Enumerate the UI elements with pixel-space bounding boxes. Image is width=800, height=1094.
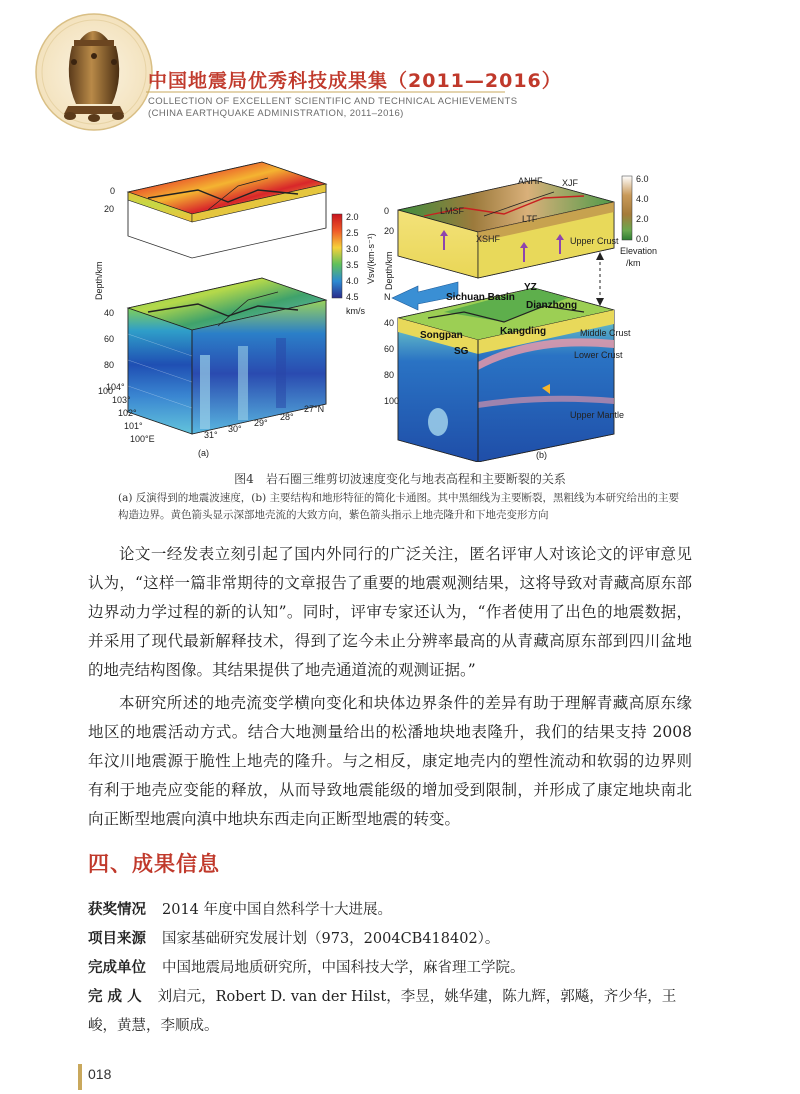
cbar-tick-2.0: 2.0 [346, 212, 359, 222]
info-award-value: 2014 年度中国自然科学十大进展。 [162, 902, 393, 918]
lat-tick-28: 28° [280, 412, 294, 422]
figure-4 [88, 150, 678, 462]
upper-crust-label: Upper Crust [570, 236, 619, 246]
page-number-bar [78, 1064, 82, 1090]
figure-title: 岩石圈三维剪切波速度变化与地表高程和主要断裂的关系 [265, 472, 566, 486]
figure-panel-b [384, 172, 678, 462]
middle-crust-label: Middle Crust [580, 328, 631, 338]
info-award [88, 896, 692, 925]
figure-panel-a [88, 150, 378, 462]
cbar-tick-4.5: 4.5 [346, 292, 359, 302]
region-kangding: Kangding [500, 326, 547, 337]
north-label: N [384, 292, 391, 302]
section-title: 四、成果信息 [88, 852, 220, 876]
elevation-label: Elevation [620, 246, 658, 256]
info-source-label: 项目来源 [88, 931, 146, 947]
lower-crust-label: Lower Crust [574, 350, 623, 360]
region-songpan: Songpan [420, 330, 463, 341]
page-number: 018 [88, 1066, 112, 1082]
top-depth-tick-20: 20 [104, 204, 115, 214]
bronze-seismograph-logo [50, 18, 138, 126]
info-award-label: 获奖情况 [88, 902, 146, 918]
depth-tick-40: 40 [104, 308, 115, 318]
figure-caption-title [0, 470, 800, 487]
fault-xshf: XSHF [476, 234, 501, 244]
lat-tick-30: 30° [228, 424, 242, 434]
info-people [88, 983, 692, 1041]
velocity-colorbar [332, 214, 342, 298]
lon-tick-102: 102° [118, 408, 137, 418]
lon-tick-100e: 100°E [130, 434, 155, 444]
region-yz: YZ [524, 282, 537, 293]
lat-tick-29: 29° [254, 418, 268, 428]
collection-title-en-line1: COLLECTION OF EXCELLENT SCIENTIFIC AND TECHNICAL ACHIEVEMENTS [148, 96, 518, 107]
panel-b-label: (b) [536, 450, 547, 460]
colorbar-unit: km/s [346, 306, 365, 316]
depth-tick-80-b: 80 [384, 370, 395, 380]
depth-tick-60: 60 [104, 334, 115, 344]
lat-tick-27n: 27°N [304, 404, 325, 414]
body-paragraph-1: 论文一经发表立刻引起了国内外同行的广泛关注，匿名评审人对该论文的评审意见认为，“这样一篇非常期待的文章报告了重要的地震观测结果，这将导致对青藏高原东部边界动力学过程的新的认知”。同时，评审专家还认为，“作者使用了出色的地震数据，并采用了现代最新解释技术，得到了迄今未止分辨率最高的从青藏高原东部到四川盆地的地壳结构图像。其结果提供了地壳通道流的观测证据。” [88, 545, 692, 679]
fault-lmsf: LMSF [440, 206, 465, 216]
elevation-unit: /km [626, 258, 641, 268]
lon-tick-104: 104° [106, 382, 125, 392]
top-tick-0-b: 0 [384, 206, 390, 216]
fault-ltf: LTF [522, 214, 538, 224]
top-depth-tick-0: 0 [110, 186, 116, 196]
lon-tick-101: 101° [124, 421, 143, 431]
info-people-label: 完 成 人 [88, 989, 142, 1005]
depth-tick-60-b: 60 [384, 344, 395, 354]
cbar-tick-3.5: 3.5 [346, 260, 359, 270]
info-units-value: 中国地震局地质研究所，中国科技大学，麻省理工学院。 [162, 960, 525, 976]
cbar-tick-4.0: 4.0 [346, 276, 359, 286]
cbar-tick-3.0: 3.0 [346, 244, 359, 254]
info-units-label: 完成单位 [88, 960, 146, 976]
body-paragraph-2: 本研究所述的地壳流变学横向变化和块体边界条件的差异有助于理解青藏高原东缘地区的地震活动方式。结合大地测量给出的松潘地块地表隆升，我们的结果支持 2008 年汶川地震源于脆性上地壳的隆升。与之相反，康定地壳内的塑性流动和软弱的边界则有利于地壳应变能的释放，从而导致地震能级的增加受到限制，并形成了康定地块南北向正断型地震向滇中地块东西走向正断型地震的转变。 [88, 694, 692, 828]
collection-title: 中国地震局优秀科技成果集（2011—2016） [148, 70, 562, 92]
elev-tick-2: 2.0 [636, 214, 649, 224]
info-source [88, 925, 692, 954]
colorbar-quantity-label: Vsv/(km·s⁻¹) [366, 233, 376, 284]
info-people-value: 刘启元，Robert D. van der Hilst，李昱，姚华建，陈九辉，郭飚，齐少华，王峻，黄慧，李顺成。 [88, 989, 677, 1034]
region-sg: SG [454, 346, 469, 357]
top-tick-20-b: 20 [384, 226, 395, 236]
upper-mantle-label: Upper Mantle [570, 410, 625, 420]
info-source-value: 国家基础研究发展计划（973，2004CB418402）。 [162, 931, 500, 947]
panel-a-label: (a) [198, 448, 209, 458]
figure-number: 图4 [234, 472, 254, 486]
fault-xjf: XJF [562, 178, 579, 188]
depth-tick-40-b: 40 [384, 318, 395, 328]
region-dianzhong: Dianzhong [526, 300, 578, 311]
elev-tick-6: 6.0 [636, 174, 649, 184]
info-units [88, 954, 692, 983]
depth-tick-80: 80 [104, 360, 115, 370]
collection-title-en-line2: (CHINA EARTHQUAKE ADMINISTRATION, 2011–2016) [148, 108, 404, 119]
page-header [0, 0, 800, 150]
elev-tick-0: 0.0 [636, 234, 649, 244]
fault-anhf: ANHF [518, 176, 543, 186]
cbar-tick-2.5: 2.5 [346, 228, 359, 238]
lat-tick-31: 31° [204, 430, 218, 440]
depth-axis-label-a: Depth/km [94, 261, 104, 300]
depth-axis-label-b: Depth/km [384, 251, 394, 290]
region-sichuan-basin: Sichuan Basin [446, 292, 515, 303]
figure-caption-body: (a) 反演得到的地震波速度，(b) 主要结构和地形特征的简化卡通图。其中黑细线为主要断裂，黑粗线为本研究给出的主要构造边界。黄色箭头显示深部地壳流的大致方向，紫色箭头指示上地壳隆升和下地壳变形方向 [118, 492, 680, 521]
depth-tick-100: 100 [98, 386, 114, 396]
elev-tick-4: 4.0 [636, 194, 649, 204]
elevation-colorbar [622, 176, 632, 240]
depth-tick-100-b: 100 [384, 396, 400, 406]
lon-tick-103: 103° [112, 395, 131, 405]
